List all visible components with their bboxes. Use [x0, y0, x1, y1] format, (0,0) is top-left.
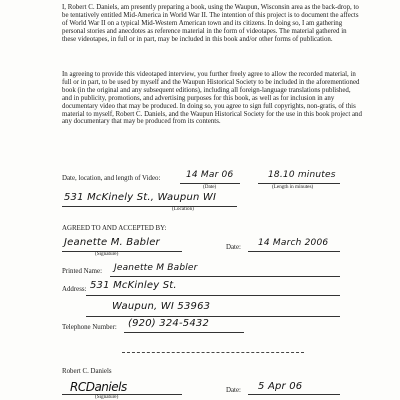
section-separator: [122, 352, 304, 353]
address-line1-value: 531 McKinley St.: [90, 280, 177, 291]
agreed-date-label: Date:: [226, 244, 241, 251]
phone-label: Telephone Number:: [62, 324, 117, 331]
phone-value: (920) 324-5432: [128, 318, 210, 329]
address-line1-rule: [86, 295, 340, 296]
agreed-heading: AGREED TO AND ACCEPTED BY:: [62, 225, 167, 232]
video-location-line: [62, 206, 237, 207]
video-location-caption: (Location): [172, 206, 194, 212]
agreed-signature-caption: (Signature): [95, 251, 119, 257]
author-signature-value: RCDaniels: [70, 380, 127, 394]
author-signature-line: [62, 394, 182, 395]
printed-name-label: Printed Name:: [62, 268, 102, 275]
intro-paragraph: I, Robert C. Daniels, am presently preparing a book, using the Waupun, Wisconsin area as the back-drop, to be tentatively entitled Mid-America in World War II. The intention of this project is to document the affects of World War II on a typical Mid-Western American town and its citizens. In doing so, I am gathering personal stories and anecdotes as reference material in the form of videotapes. The material gathered in these videotapes, in full or in part, may be included in this book and/or other forms of publication.: [62, 4, 359, 43]
agreed-signature-line: [62, 251, 182, 252]
author-signature-caption: (Signature): [95, 394, 119, 400]
video-date-caption: (Date): [203, 184, 217, 190]
author-date-value: 5 Apr 06: [258, 381, 303, 392]
author-date-line: [248, 394, 340, 395]
agreement-paragraph: In agreeing to provide this videotaped interview, you further freely agree to allow the recorded material, in full or in part, to be used by myself and the Waupun Historical Society to be included in the aforementioned book (in the original and any subsequent editions), including all foreign-language translations published, and in publicity, promotions, and advertising purposes for this book, as well as for inclusion in any documentary video that may be produced. In doing so, you agree to sign full copyrights, non-gratis, of this material to myself, Robert C. Daniels, and the Waupun Historical Society for the use in this book project and any documentary that may be produced from its contents.: [62, 71, 362, 126]
agreed-date-value: 14 March 2006: [258, 238, 329, 248]
video-location-value: 531 McKinely St., Waupun WI: [64, 192, 217, 203]
printed-name-line: [110, 276, 340, 277]
author-date-label: Date:: [226, 387, 241, 394]
agreed-signature-value: Jeanette M. Babler: [64, 237, 160, 248]
address-line2-rule: [86, 316, 340, 317]
video-length-caption: (Length in minutes): [272, 184, 314, 190]
video-length-value: 18.10 minutes: [268, 170, 336, 180]
agreed-date-line: [248, 251, 340, 252]
printed-name-value: Jeanette M Babler: [114, 263, 198, 273]
video-info-label: Date, location, and length of Video:: [62, 175, 161, 182]
author-name: Robert C. Daniels: [62, 368, 112, 375]
address-line2-value: Waupun, WI 53963: [112, 301, 211, 312]
video-date-value: 14 Mar 06: [186, 170, 234, 180]
phone-line: [124, 332, 244, 333]
address-label: Address:: [62, 286, 87, 293]
